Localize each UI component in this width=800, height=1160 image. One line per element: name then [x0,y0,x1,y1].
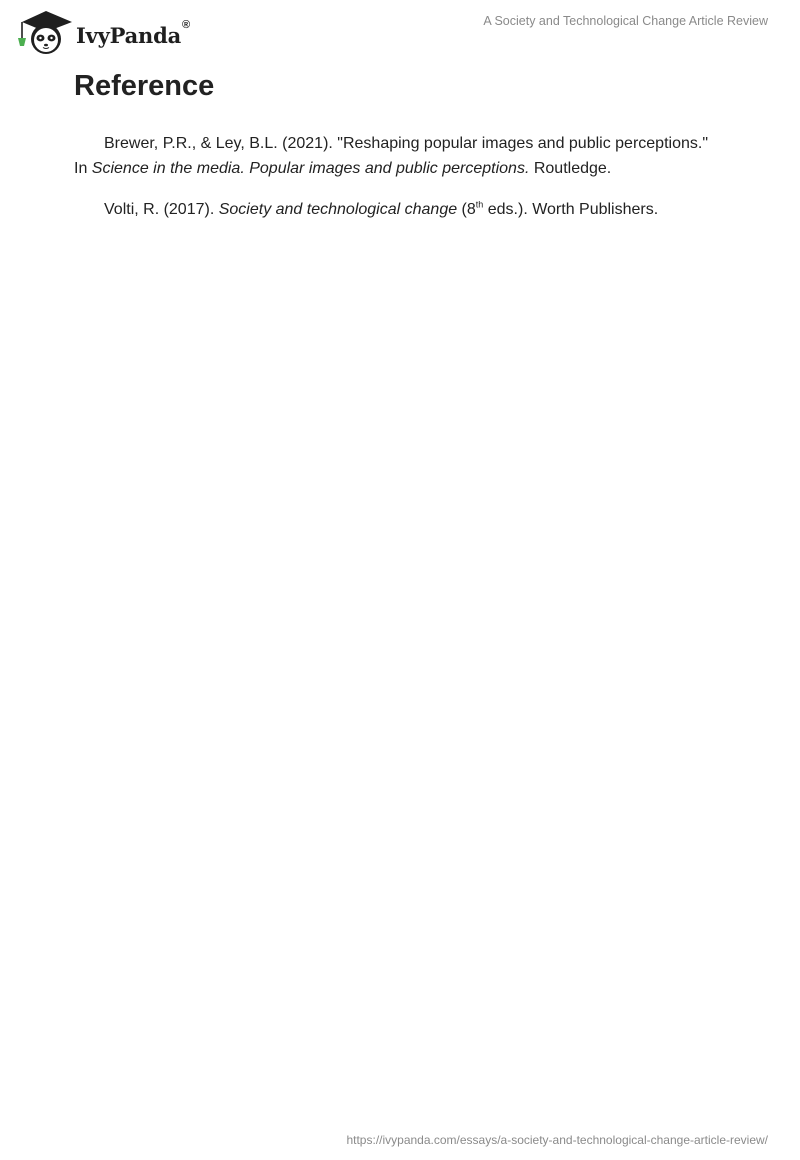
superscript: th [475,199,484,210]
reference-title: Science in the media. Popular images and public perceptions. [91,159,530,177]
reference-entry: Brewer, P.R., & Ley, B.L. (2021). "Reshaping popular images and public perceptions." In Science in the media. Popular images and public perceptions. Routledge. [74,135,708,177]
reference-entry: Volti, R. (2017). Society and technological change (8th eds.). Worth Publishers. [104,199,659,218]
document-title: A Society and Technological Change Article Review [483,14,768,28]
reference-title: Society and technological change [218,201,458,218]
registered-mark: ® [182,18,190,31]
source-url[interactable]: https://ivypanda.com/essays/a-society-and-technological-change-article-review/ [346,1133,768,1147]
panda-graduation-cap-icon [16,8,74,56]
page-heading: Reference [74,70,215,102]
logo-wordmark: IvyPanda® [76,18,190,48]
site-logo[interactable] [16,8,190,56]
reference-list [74,132,714,240]
